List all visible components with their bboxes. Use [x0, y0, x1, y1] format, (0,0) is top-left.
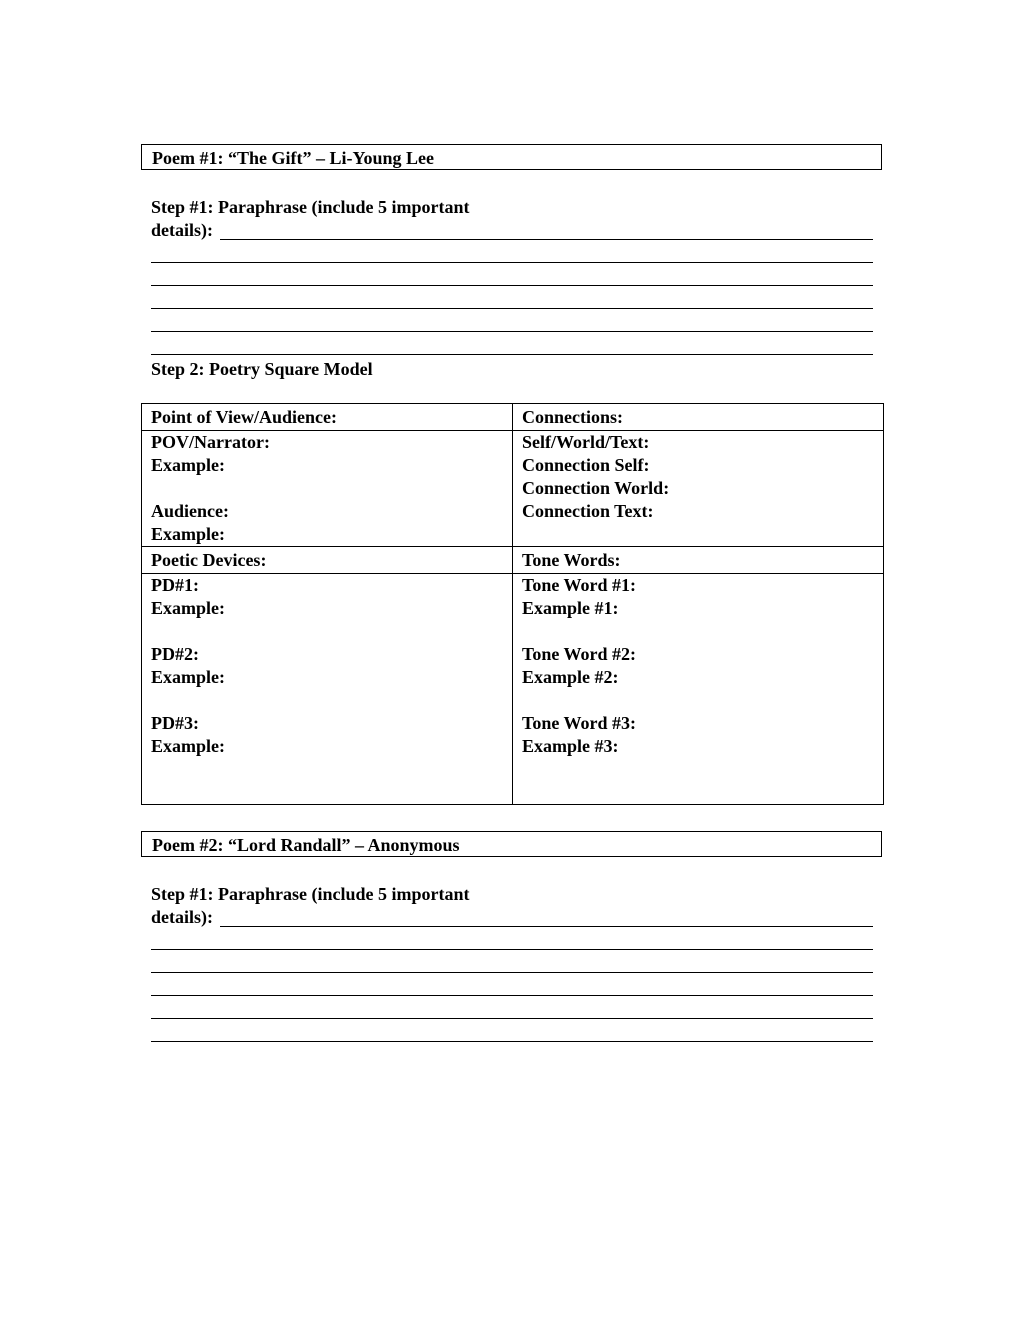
connections-header: Connections:: [513, 404, 884, 431]
poem1-title: Poem #1: “The Gift” – Li-Young Lee: [141, 144, 882, 170]
poem1-answer-line-4[interactable]: [151, 308, 873, 309]
poem2-answer-line-3[interactable]: [151, 972, 873, 973]
pd1-example-label: Example:: [151, 598, 225, 618]
pov-narrator-label: POV/Narrator:: [151, 432, 270, 452]
poem2-answer-line-4[interactable]: [151, 995, 873, 996]
poem1-step1-heading: Step #1: Paraphrase (include 5 important: [151, 197, 470, 217]
connection-text-label: Connection Text:: [522, 501, 654, 521]
poem2-step1-heading: Step #1: Paraphrase (include 5 important: [151, 884, 470, 904]
connections-spacer: [522, 523, 874, 546]
poem2-title: Poem #2: “Lord Randall” – Anonymous: [141, 831, 882, 857]
poem2-step1-details-label: details):: [151, 907, 213, 927]
poetry-square-table: [141, 403, 884, 805]
tone-example2-label: Example #2:: [522, 667, 619, 687]
poem1-answer-line-5[interactable]: [151, 331, 873, 332]
pov-spacer: [151, 477, 503, 500]
poem2-answer-line-1[interactable]: [220, 926, 873, 927]
audience-label: Audience:: [151, 501, 229, 521]
connection-world-label: Connection World:: [522, 478, 670, 498]
tone-cell[interactable]: [513, 574, 884, 805]
pd2-example-label: Example:: [151, 667, 225, 687]
tone-spacer-1: [522, 620, 874, 643]
pov-header: Point of View/Audience:: [142, 404, 513, 431]
devices-spacer-1: [151, 620, 503, 643]
audience-example-label: Example:: [151, 524, 225, 544]
poem2-answer-line-6[interactable]: [151, 1041, 873, 1042]
pov-cell[interactable]: [142, 431, 513, 547]
poem2-answer-line-2[interactable]: [151, 949, 873, 950]
tone-example1-label: Example #1:: [522, 598, 619, 618]
devices-cell[interactable]: [142, 574, 513, 805]
devices-spacer-2: [151, 689, 503, 712]
poem2-answer-line-5[interactable]: [151, 1018, 873, 1019]
devices-header: Poetic Devices:: [142, 547, 513, 574]
self-world-text-label: Self/World/Text:: [522, 432, 650, 452]
pd3-example-label: Example:: [151, 736, 225, 756]
step2-heading: Step 2: Poetry Square Model: [151, 359, 373, 379]
pd1-label: PD#1:: [151, 575, 199, 595]
connection-self-label: Connection Self:: [522, 455, 650, 475]
connections-cell[interactable]: [513, 431, 884, 547]
poem1-answer-line-3[interactable]: [151, 285, 873, 286]
pd2-label: PD#2:: [151, 644, 199, 664]
tone-word3-label: Tone Word #3:: [522, 713, 637, 733]
poem1-step1-details-label: details):: [151, 220, 213, 240]
tone-word1-label: Tone Word #1:: [522, 575, 637, 595]
tone-spacer-2: [522, 689, 874, 712]
tone-example3-label: Example #3:: [522, 736, 619, 756]
pov-example-label: Example:: [151, 455, 225, 475]
tone-word2-label: Tone Word #2:: [522, 644, 637, 664]
poem1-answer-line-2[interactable]: [151, 262, 873, 263]
pd3-label: PD#3:: [151, 713, 199, 733]
poem1-answer-line-6[interactable]: [151, 354, 873, 355]
poem1-answer-line-1[interactable]: [220, 239, 873, 240]
tone-header: Tone Words:: [513, 547, 884, 574]
